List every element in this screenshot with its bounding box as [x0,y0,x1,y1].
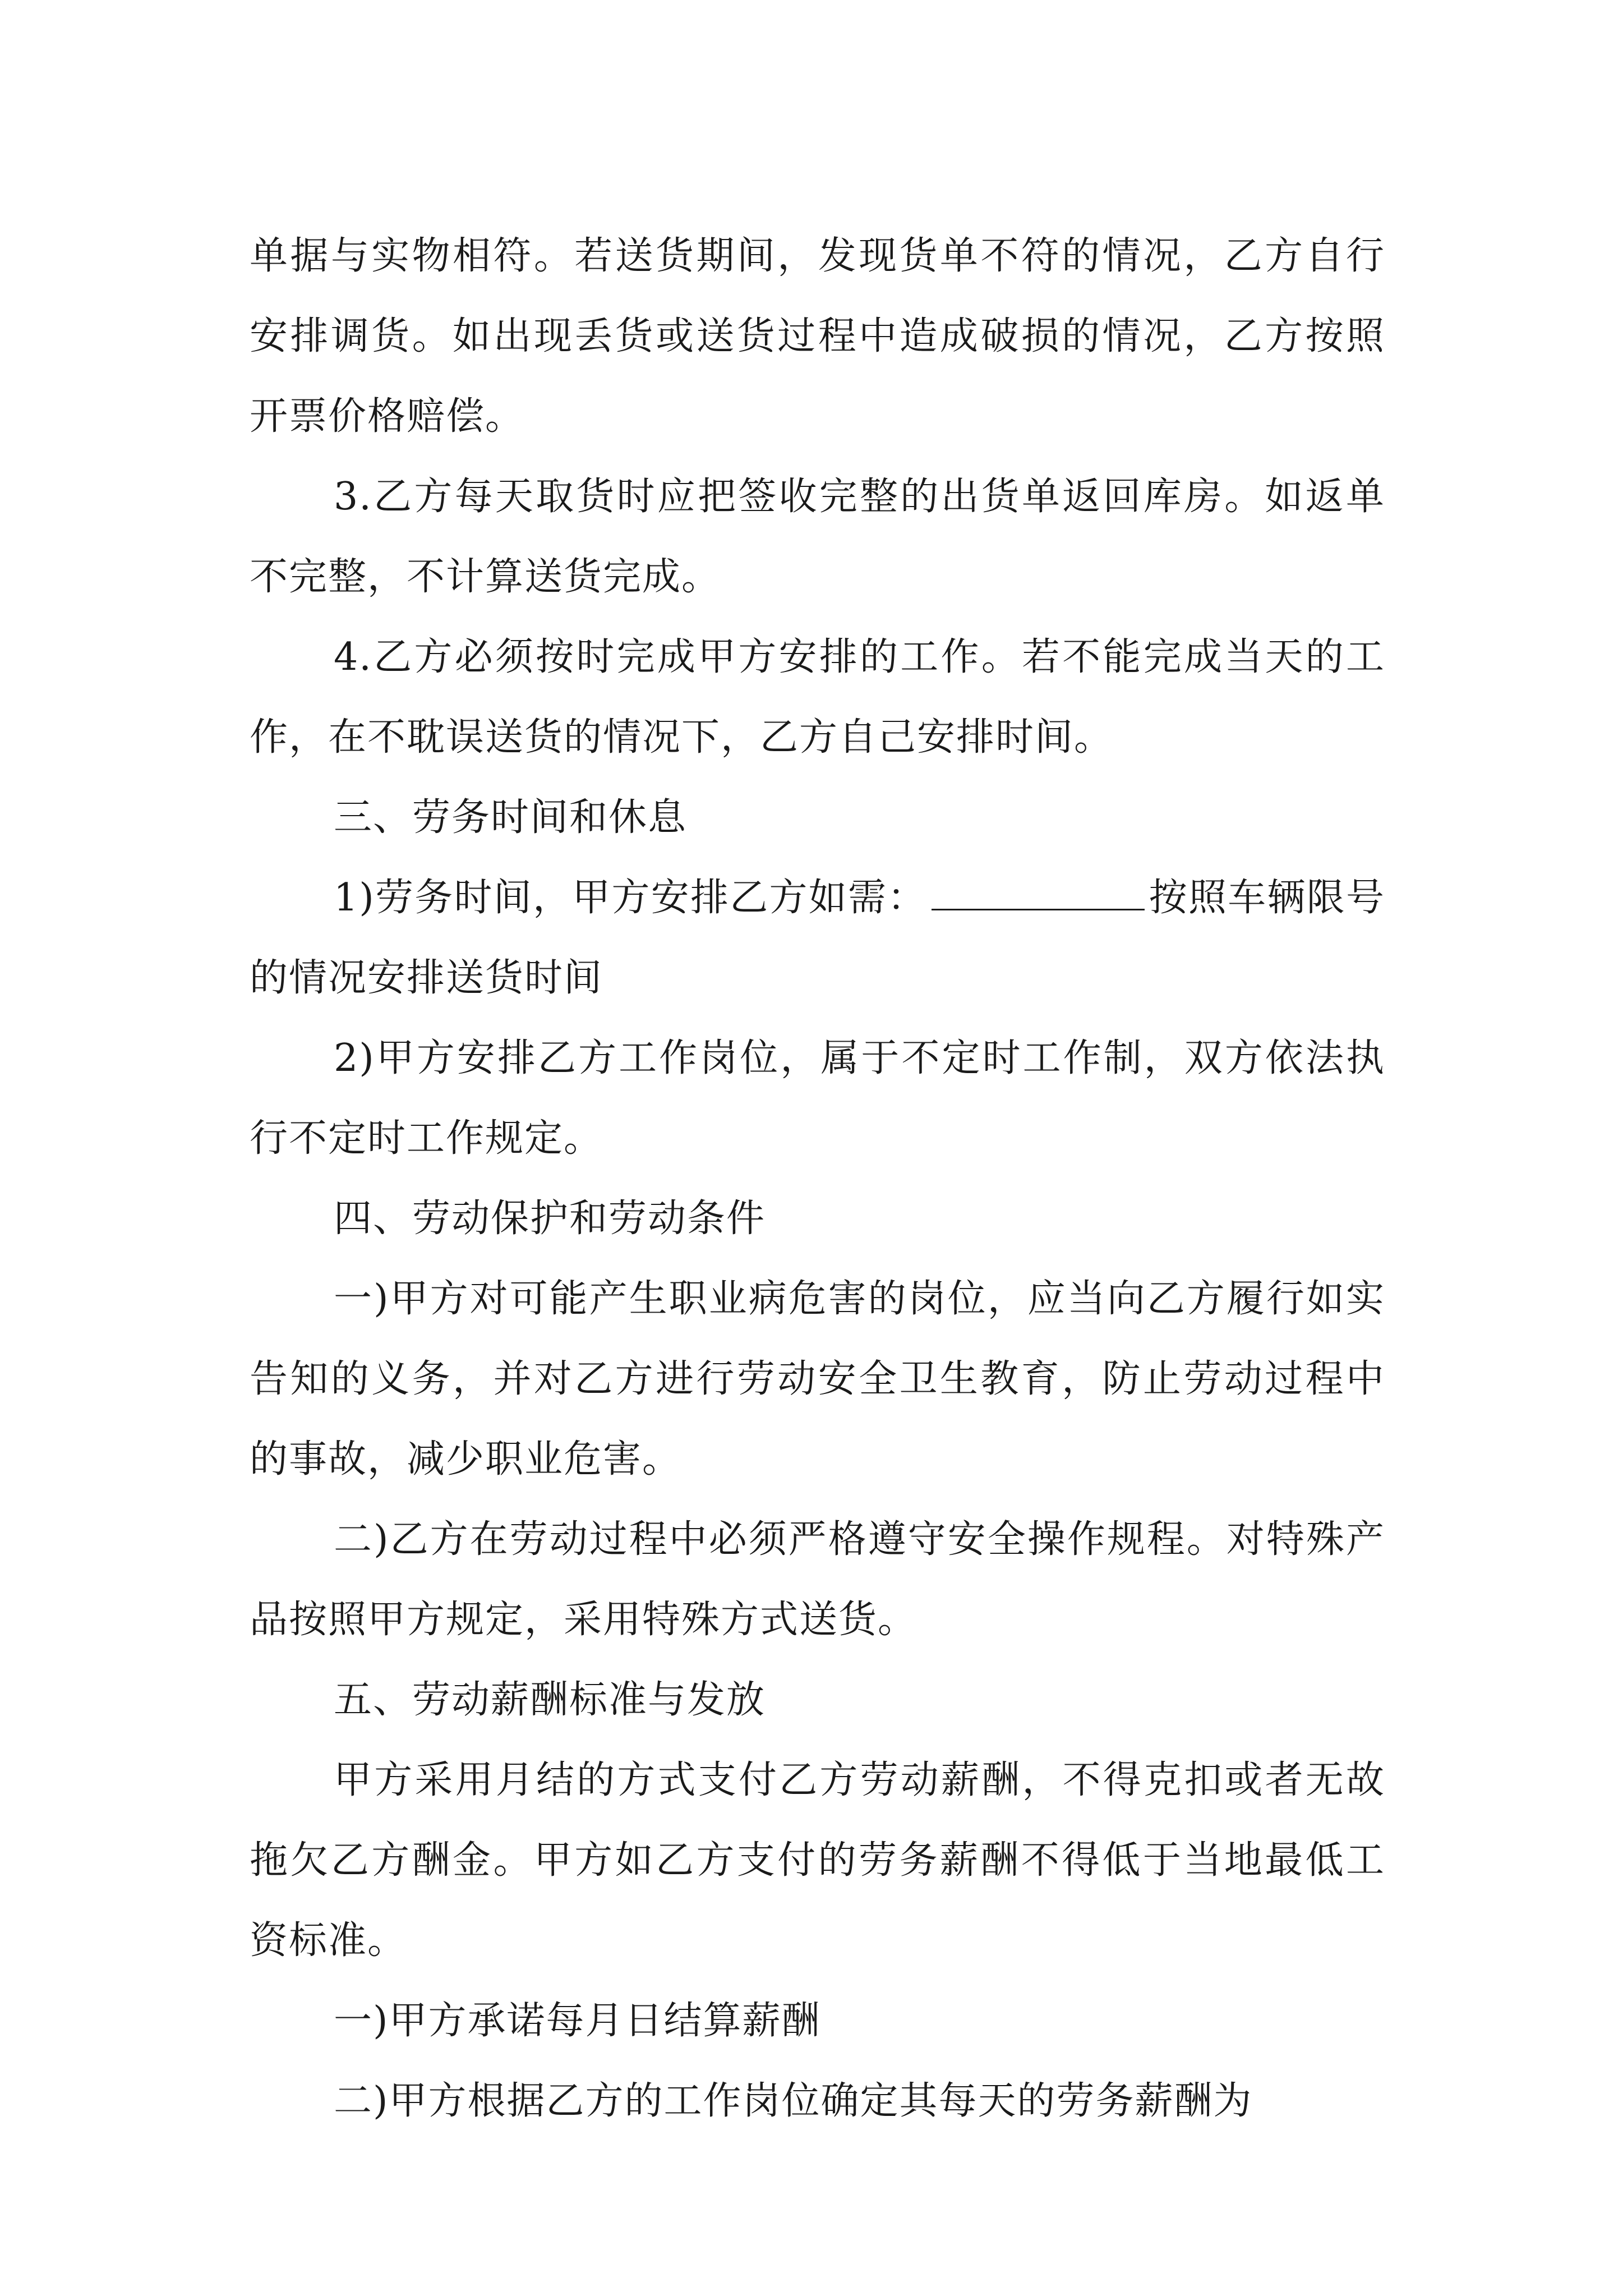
work-time-text-before: 1)劳务时间，甲方安排乙方如需： [334,876,927,920]
paragraph-clause-3: 3.乙方每天取货时应把签收完整的出货单返回库房。如返单不完整，不计算送货完成。 [250,475,1385,599]
work-time-text-after: 按照车辆限号的情况安排送货时间 [250,876,1385,1000]
paragraph-protection-2: 二)乙方在劳动过程中必须严格遵守安全操作规程。对特殊产品按照甲方规定，采用特殊方式送货。 [250,1517,1385,1642]
fill-in-blank [932,877,1145,910]
paragraph-compensation-intro: 甲方采用月结的方式支付乙方劳动薪酬，不得克扣或者无故拖欠乙方酬金。甲方如乙方支付的劳务薪酬不得低于当地最低工资标准。 [250,1758,1385,1963]
document-body [250,216,1385,2141]
section-heading-work-time: 三、劳务时间和休息 [334,795,688,840]
paragraph-delivery-discrepancy: 单据与实物相符。若送货期间，发现货单不符的情况，乙方自行安排调货。如出现丢货或送货过程中造成破损的情况，乙方按照开票价格赔偿。 [250,234,1385,439]
paragraph-work-time-2: 2)甲方安排乙方工作岗位，属于不定时工作制，双方依法执行不定时工作规定。 [250,1036,1385,1161]
paragraph-clause-4: 4.乙方必须按时完成甲方安排的工作。若不能完成当天的工作，在不耽误送货的情况下，乙方自己安排时间。 [250,635,1385,760]
paragraph-compensation-1: 一)甲方承诺每月日结算薪酬 [334,1999,821,2043]
section-heading-labor-protection: 四、劳动保护和劳动条件 [334,1197,766,1241]
paragraph-protection-1: 一)甲方对可能产生职业病危害的岗位，应当向乙方履行如实告知的义务，并对乙方进行劳动安全卫生教育，防止劳动过程中的事故，减少职业危害。 [250,1277,1385,1481]
section-heading-compensation: 五、劳动薪酬标准与发放 [334,1678,766,1722]
paragraph-work-time-1 [250,858,1385,1018]
paragraph-compensation-2: 二)甲方根据乙方的工作岗位确定其每天的劳务薪酬为 [334,2079,1253,2123]
